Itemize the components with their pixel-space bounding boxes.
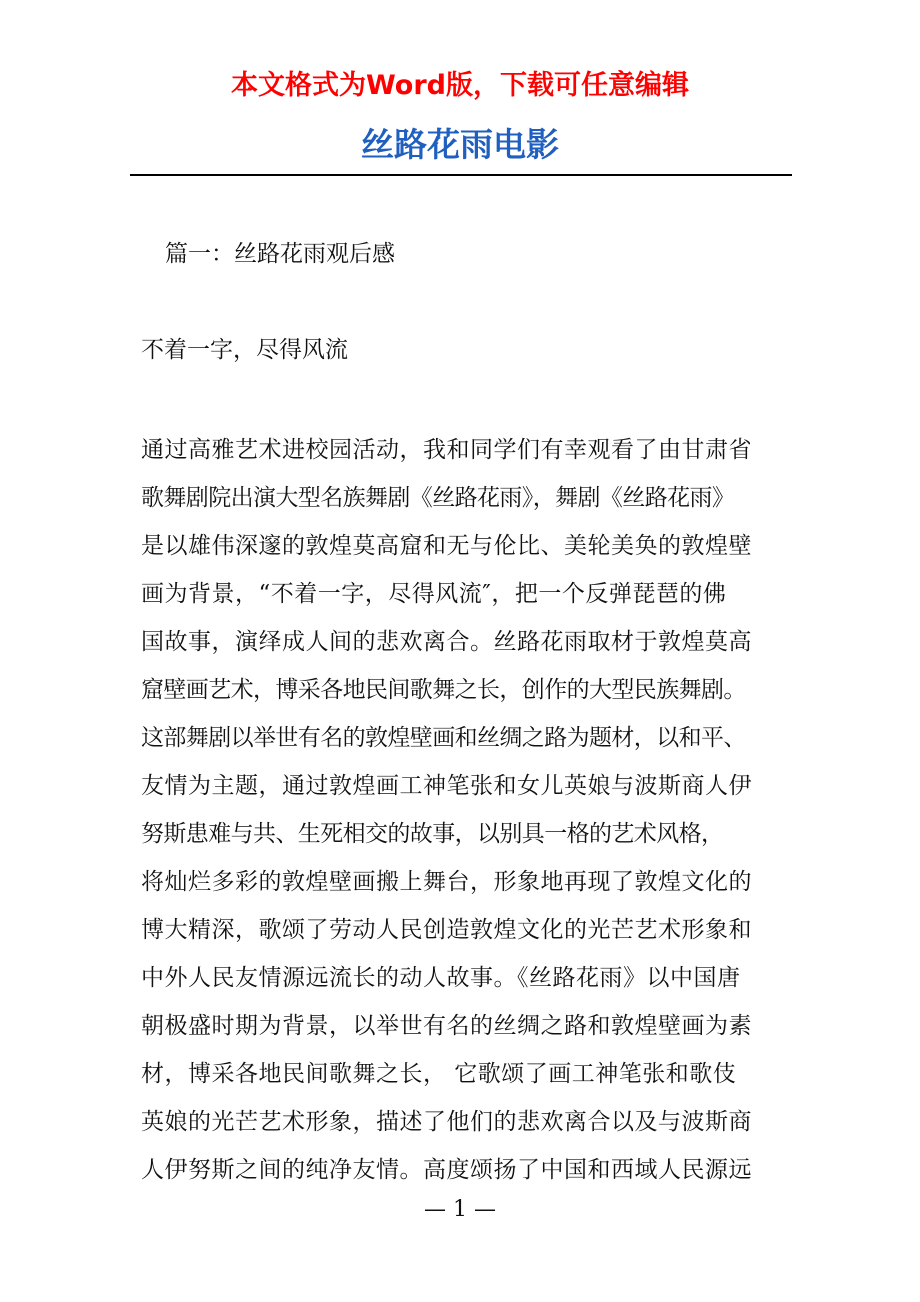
essay-subtitle: 不着一字，尽得风流: [141, 337, 348, 363]
body-paragraph: [141, 426, 786, 1194]
page-number: — 1 —: [424, 1197, 496, 1222]
body-line: 这部舞剧以举世有名的敦煌壁画和丝绸之路为题材，以和平、: [141, 725, 746, 751]
body-line: 窟壁画艺术，博采各地民间歌舞之长，创作的大型民族舞剧。: [141, 677, 746, 703]
title-divider: [130, 174, 792, 176]
body-line: 国故事，演绎成人间的悲欢离合。丝路花雨取材于敦煌莫高: [141, 629, 752, 655]
body-line: 博大精深，歌颂了劳动人民创造敦煌文化的光芒艺术形象和: [141, 917, 752, 943]
body-line: 努斯患难与共、生死相交的故事，以别具一格的艺术风格，: [141, 821, 724, 847]
format-notice-banner: 本文格式为Word版，下载可任意编辑: [230, 70, 689, 101]
body-line: 将灿烂多彩的敦煌壁画搬上舞台，形象地再现了敦煌文化的: [141, 869, 752, 895]
body-line: 朝极盛时期为背景，以举世有名的丝绸之路和敦煌壁画为素: [141, 1013, 752, 1039]
body-line: 是以雄伟深邃的敦煌莫高窟和无与伦比、美轮美奂的敦煌壁: [141, 533, 752, 559]
section-heading: 篇一：丝路花雨观后感: [165, 241, 395, 267]
body-line: 画为背景，“不着一字，尽得风流″，把一个反弹琵琶的佛: [141, 581, 727, 607]
document-title: 丝路花雨电影: [361, 125, 559, 164]
body-line: 材，博采各地民间歌舞之长， 它歌颂了画工神笔张和歌伎: [141, 1061, 737, 1087]
body-line: 人伊努斯之间的纯净友情。高度颂扬了中国和西域人民源远: [141, 1157, 752, 1183]
body-line: 通过高雅艺术进校园活动，我和同学们有幸观看了由甘肃省: [141, 437, 752, 463]
body-line: 友情为主题，通过敦煌画工神笔张和女儿英娘与波斯商人伊: [141, 773, 752, 799]
body-line: 歌舞剧院出演大型名族舞剧《丝路花雨》，舞剧《丝路花雨》: [141, 485, 735, 511]
body-line: 英娘的光芒艺术形象，描述了他们的悲欢离合以及与波斯商: [141, 1109, 752, 1135]
body-line: 中外人民友情源远流长的动人故事。《丝路花雨》以中国唐: [141, 965, 741, 991]
